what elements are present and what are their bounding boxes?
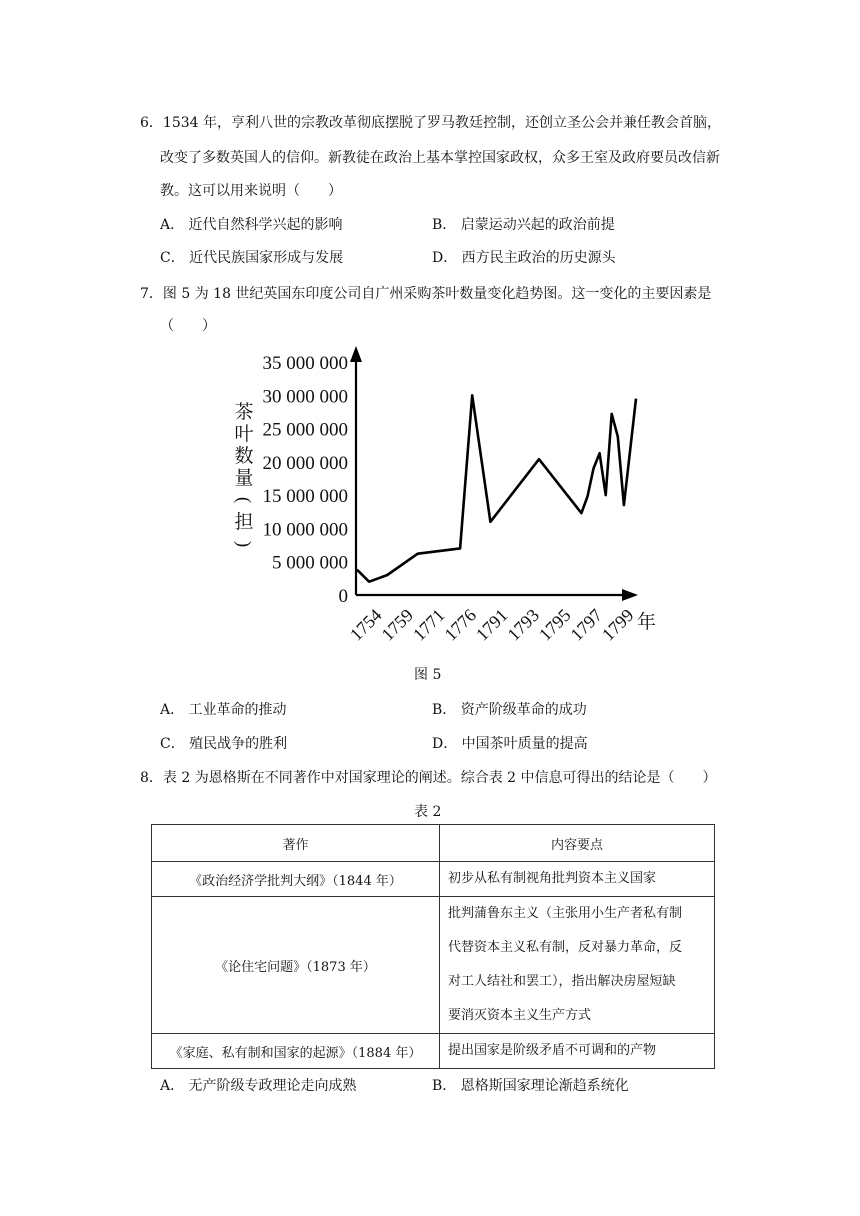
q7-stem-line-2: （ ）: [160, 318, 216, 334]
table-row: [152, 1034, 715, 1069]
x-axis-label: 年: [637, 612, 657, 633]
y-axis-label-char: 茶: [234, 402, 254, 423]
x-tick-label: 1797: [566, 604, 607, 645]
table-header-work: 著作: [152, 825, 440, 862]
y-axis-label-char: (: [233, 496, 254, 504]
chart-x-ticks: [346, 605, 638, 645]
y-tick-label: 15 000 000: [262, 486, 348, 508]
q6-option-c[interactable]: C． 近代民族国家形成与发展: [160, 250, 344, 266]
q6-stem-line-1: 6．1534 年，亨利八世的宗教改革彻底摆脱了罗马教廷控制，还创立圣公会并兼任教会首脑，: [140, 115, 721, 131]
table-cell-points-line: 提出国家是阶级矛盾不可调和的产物: [448, 1043, 657, 1058]
chart-series: [357, 395, 636, 581]
q6-stem-line-2: 改变了多数英国人的信仰。新教徒在政治上基本掌控国家政权，众多王室及政府要员改信新: [160, 150, 720, 166]
table-cell-points: [440, 1034, 715, 1069]
q6-option-a[interactable]: A． 近代自然科学兴起的影响: [160, 217, 343, 233]
y-axis-label-char: 担: [234, 512, 254, 533]
q8-stem-line-1: 8．表 2 为恩格斯在不同著作中对国家理论的阐述。综合表 2 中信息可得出的结论是（ ）: [140, 770, 717, 786]
y-axis-label-char: 数: [234, 446, 254, 467]
q8-option-a[interactable]: A． 无产阶级专政理论走向成熟: [160, 1078, 357, 1094]
y-tick-label: 10 000 000: [262, 519, 348, 541]
q8-option-b[interactable]: B． 恩格斯国家理论渐趋系统化: [432, 1078, 629, 1094]
q7-option-d[interactable]: D． 中国茶叶质量的提高: [432, 736, 588, 752]
y-tick-label: 5 000 000: [272, 552, 348, 574]
table-row: [152, 897, 715, 1034]
y-tick-label: 30 000 000: [262, 386, 348, 408]
table-cell-work: 《家庭、私有制和国家的起源》（1884 年）: [152, 1034, 440, 1069]
table-header-row: [152, 825, 715, 862]
y-tick-label: 0: [338, 586, 348, 607]
y-tick-label: 35 000 000: [262, 353, 348, 374]
table-2-caption: 表 2: [414, 804, 442, 820]
q7-stem-line-1: 7．图 5 为 18 世纪英国东印度公司自广州采购茶叶数量变化趋势图。这一变化的主要因素是: [140, 286, 712, 302]
q7-option-b[interactable]: B． 资产阶级革命的成功: [432, 702, 587, 718]
q7-option-a[interactable]: A． 工业革命的推动: [160, 702, 287, 718]
y-axis-label-char: 叶: [234, 424, 254, 445]
chart-y-ticks: [263, 353, 349, 607]
chart-axes: [350, 346, 638, 601]
q6-stem-line-3: 教。这可以用来说明（ ）: [160, 183, 342, 199]
table-cell-work: 《政治经济学批判大纲》（1844 年）: [152, 862, 440, 897]
table-cell-points: [440, 862, 715, 897]
table-cell-points-line: 批判蒲鲁东主义（主张用小生产者私有制: [448, 906, 683, 921]
q6-option-d[interactable]: D． 西方民主政治的历史源头: [432, 250, 616, 266]
x-tick-label: 1776: [440, 604, 481, 645]
table-cell-points-line: 要消灭资本主义生产方式: [448, 1008, 592, 1023]
x-tick-label: 1771: [408, 604, 449, 645]
table-header-points: 内容要点: [440, 825, 715, 862]
x-tick-label: 1799: [597, 604, 638, 645]
q6-option-b[interactable]: B． 启蒙运动兴起的政治前提: [432, 217, 615, 233]
q7-option-c[interactable]: C． 殖民战争的胜利: [160, 736, 288, 752]
table-cell-points: [440, 897, 715, 1034]
table-cell-points-line: 代替资本主义私有制，反对暴力革命，反: [448, 940, 683, 955]
y-axis-label-char: ): [233, 540, 254, 548]
table-row: [152, 862, 715, 897]
x-tick-label: 1791: [471, 604, 512, 645]
table-cell-points-line: 对工人结社和罢工），指出解决房屋短缺: [448, 974, 676, 989]
y-axis-label-char: 量: [234, 468, 254, 489]
series-line: [357, 395, 636, 581]
y-axis-arrow: [350, 346, 362, 362]
x-tick-label: 1795: [534, 604, 575, 645]
table-cell-points-line: 初步从私有制视角批判资本主义国家: [448, 871, 657, 886]
x-tick-label: 1759: [377, 604, 418, 645]
x-tick-label: 1754: [345, 604, 386, 645]
y-tick-label: 25 000 000: [262, 419, 348, 441]
x-axis-arrow: [622, 589, 638, 601]
x-tick-label: 1793: [503, 604, 544, 645]
figure-5-caption: 图 5: [414, 667, 442, 683]
table-2: [151, 824, 715, 1069]
y-tick-label: 20 000 000: [262, 452, 348, 474]
table-cell-work: 《论住宅问题》（1873 年）: [152, 897, 440, 1034]
